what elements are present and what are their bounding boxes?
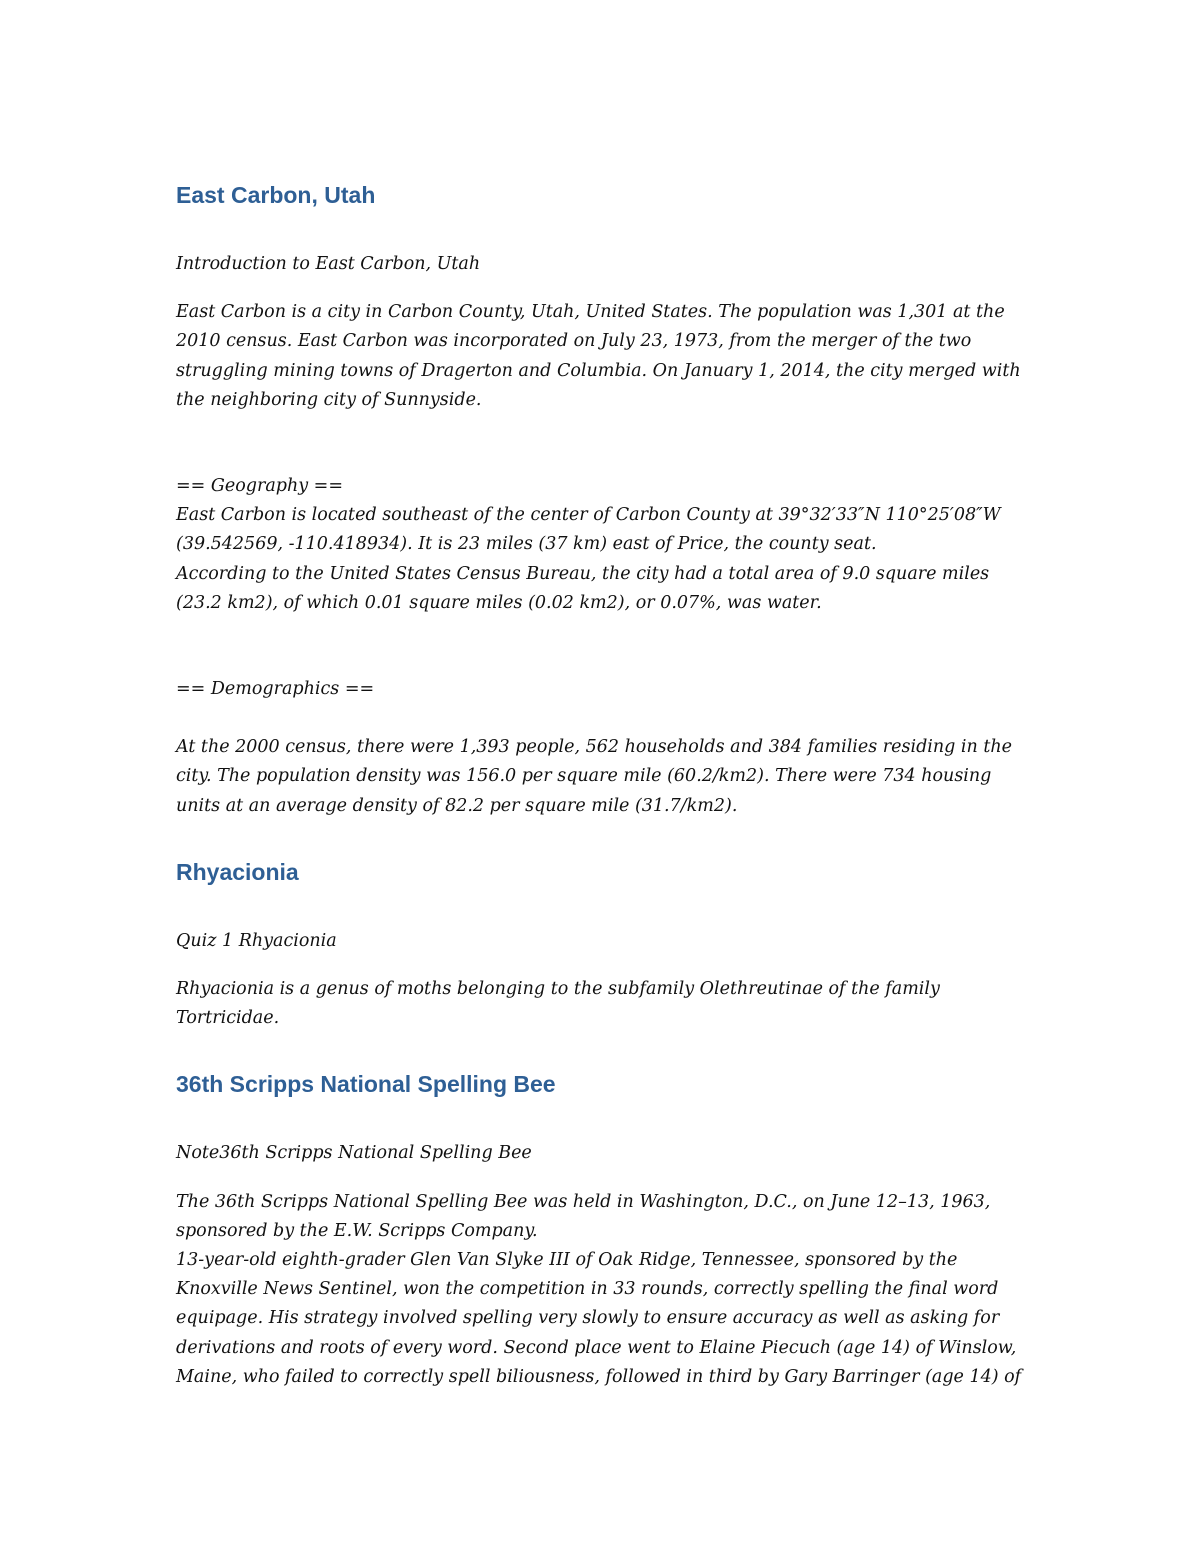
text-line: East Carbon is located southeast of the center of Carbon County at 39°32′33″N 110°25′08″W xyxy=(176,505,1001,526)
text-line: Maine, who failed to correctly spell biliousness, followed in third by Gary Barringer (age 14) of xyxy=(176,1366,1022,1387)
text-line: East Carbon is a city in Carbon County, Utah, United States. The population was 1,301 at the xyxy=(176,302,1005,323)
geography-heading: == Geography == xyxy=(176,476,344,497)
text-line: struggling mining towns of Dragerton and Columbia. On January 1, 2014, the city merged with xyxy=(176,360,1021,381)
text-line: (39.542569, -110.418934). It is 23 miles (37 km) east of Price, the county seat. xyxy=(176,534,877,555)
demographics-heading: == Demographics == xyxy=(176,679,375,700)
section-subtitle-spelling-bee: Note36th Scripps National Spelling Bee xyxy=(176,1143,532,1164)
text-line: 2010 census. East Carbon was incorporated on July 23, 1973, from the merger of the two xyxy=(176,331,972,352)
section-heading-spelling-bee: 36th Scripps National Spelling Bee xyxy=(176,1071,556,1098)
intro-paragraph-rhyacionia xyxy=(176,975,1026,1033)
text-line: At the 2000 census, there were 1,393 people, 562 households and 384 families residing in the xyxy=(176,737,1013,758)
text-line: (23.2 km2), of which 0.01 square miles (0.02 km2), or 0.07%, was water. xyxy=(176,592,822,613)
text-line: sponsored by the E.W. Scripps Company. xyxy=(176,1220,538,1241)
text-line: Tortricidae. xyxy=(176,1008,280,1029)
text-line: units at an average density of 82.2 per square mile (31.7/km2). xyxy=(176,795,738,816)
text-line: the neighboring city of Sunnyside. xyxy=(176,389,482,410)
section-subtitle-rhyacionia: Quiz 1 Rhyacionia xyxy=(176,930,337,951)
section-heading-east-carbon: East Carbon, Utah xyxy=(176,182,376,208)
section-heading-rhyacionia: Rhyacionia xyxy=(176,858,299,885)
text-line: According to the United States Census Bureau, the city had a total area of 9.0 square miles xyxy=(176,563,990,584)
text-line: 13-year-old eighth-grader Glen Van Slyke III of Oak Ridge, Tennessee, sponsored by the xyxy=(176,1250,958,1271)
text-line: derivations and roots of every word. Second place went to Elaine Piecuch (age 14) of Winslow, xyxy=(176,1337,1017,1358)
intro-paragraph-east-carbon xyxy=(176,298,1026,415)
section-subtitle-east-carbon: Introduction to East Carbon, Utah xyxy=(176,254,481,274)
text-line: equipage. His strategy involved spelling very slowly to ensure accuracy as well as asking for xyxy=(176,1308,1000,1329)
text-line: Rhyacionia is a genus of moths belonging to the subfamily Olethreutinae of the family xyxy=(176,979,940,1000)
text-line: The 36th Scripps National Spelling Bee was held in Washington, D.C., on June 12–13, 1963, xyxy=(176,1191,991,1212)
intro-paragraph-spelling-bee xyxy=(176,1188,1026,1392)
document-page xyxy=(176,176,1026,1392)
demographics-paragraph xyxy=(176,733,1026,821)
text-line: city. The population density was 156.0 per square mile (60.2/km2). There were 734 housing xyxy=(176,766,992,787)
geography-paragraph xyxy=(176,472,1026,618)
text-line: Knoxville News Sentinel, won the competition in 33 rounds, correctly spelling the final word xyxy=(176,1279,999,1300)
